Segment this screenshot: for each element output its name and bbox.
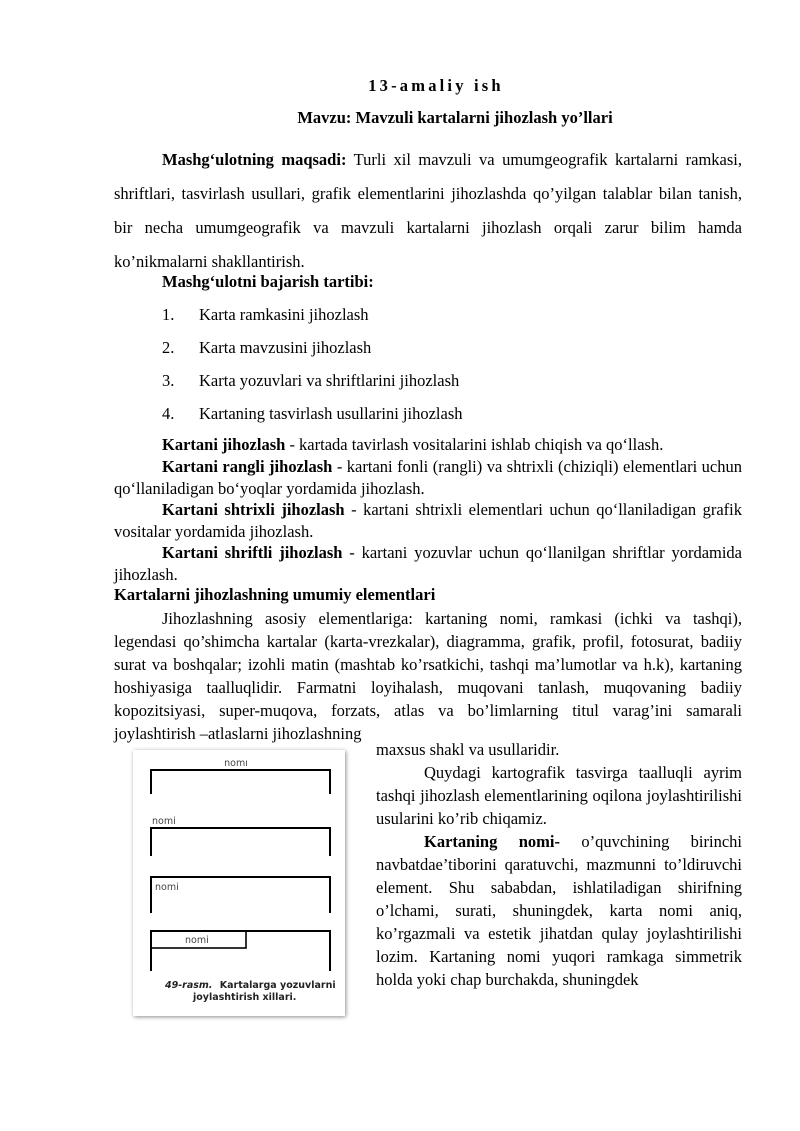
definition-paragraph [114,456,742,500]
paragraph-3-text: o’quvchining birinchi navbatdae’tiborini qaratuvchi, mazmunni to’ldiruvchi element. Shu sababdan, ishlatiladigan shirifning o’lchami, surati, shuningdek, karta nomi aniq, ko’rgazmali va estetik jihatdan qulay joylashtirilishi lozim. Kartaning nomi yuqori ramkaga simmetrik holda yoki chap burchakda, shuningdek [376,832,743,989]
definition-term: Kartani shriftli jihozlash [162,543,343,562]
list-item [162,404,462,424]
body-paragraph-3 [376,830,742,991]
list-item [162,305,369,325]
frame-2-label: nomi [152,816,176,827]
body-continuation: maxsus shakl va usullaridir. [376,740,560,759]
frame-1-label: nomı [224,758,248,769]
definition-paragraph [114,434,742,456]
page-title: 13-amaliy ish [368,76,504,95]
caption-text-2: joylashtirish xillari. [193,992,297,1003]
definition-text: - kartani shtrixli elementlari uchun qo‘llaniladigan grafik vositalar yordamida jihozlash. [114,500,743,541]
list-number: 3. [162,371,175,390]
frame-3-label: nomi [155,882,179,893]
body-paragraph: Jihozlashning asosiy elementlariga: kartaning nomi, ramkasi (ichki va tashqi), legendasi qo’shimcha kartalar (karta-vrezkalar), diagramma, grafik, profil, fotosurat, badiiy surat va boshqalar; izohli matin (mashtab ko’rsatkichi, tashqi ma’lumotlar va h.k), kartaning hoshiyasiga taalluqlidir. Farmatni loyihalash, muqovani tanlash, muqovaning badiiy kopozitsiyasi, super-muqova, forzats, atlas va bo’limlarning titul varag’ini samarali joylashtirish –atlaslarni jihozlashning [114,609,742,743]
definition-text: - kartada tavirlash vositalarini ishlab chiqish va qo‘llash. [285,435,664,454]
definition-paragraph [114,499,742,543]
list-text: Karta ramkasini jihozlash [199,305,369,324]
list-text: Karta yozuvlari va shriftlarini jihozlash [199,371,460,390]
frame-2 [151,828,330,856]
list-item [162,371,459,391]
definition-term: Kartani rangli jihozlash [162,457,333,476]
procedure-heading: Mashg‘ulotni bajarish tartibi: [162,272,374,291]
definition-text: - kartani yozuvlar uchun qo‘llanilgan shriftlar yordamida jihozlash. [114,543,743,584]
list-number: 1. [162,305,175,324]
list-text: Karta mavzusini jihozlash [199,338,372,357]
goal-label: Mashg‘ulotning maqsadi: [162,150,347,169]
list-item [162,338,371,358]
figure-diagram [133,750,345,1016]
topic-heading: Mavzu: Mavzuli kartalarni jihozlash yo’llari [297,108,613,127]
list-number: 4. [162,404,175,423]
caption-number: 49-rasm. [165,980,213,991]
section-heading: Kartalarni jihozlashning umumiy elementlari [114,585,436,604]
definition-term: Kartani jihozlash [162,435,286,454]
frame-4-label: nomi [185,935,209,946]
frame-4 [151,931,330,971]
caption-text-1: Kartalarga yozuvlarni [219,980,336,991]
definition-paragraph [114,542,742,586]
body-paragraph-2: Quydagi kartografik tasvirga taalluqli ayrim tashqi jihozlash elementlarining oqilona joylashtirilishi usularini ko’rib chiqamiz. [376,763,742,828]
list-text: Kartaning tasvirlash usullarini jihozlash [199,404,463,423]
term-kartaning-nomi: Kartaning nomi- [424,832,560,851]
goal-text: Turli xil mavzuli va umumgeografik kartalarni ramkasi, shriftlari, tasvirlash usullari, grafik elementlarini jihozlashda qo’yilgan talablar bilan tanish, bir necha umumgeografik va mavzuli kartalarni jihozlash orqali zarur bilim hamda ko’nikmalarni shakllantirish. [114,150,742,271]
definition-term: Kartani shtrixli jihozlash [162,500,345,519]
goal-paragraph [114,143,742,279]
frame-1 [151,770,330,794]
figure-49 [133,750,345,1016]
definition-text: - kartani fonli (rangli) va shtrixli (chiziqli) elementlari uchun qo‘llaniladigan bo‘yoqlar yordamida jihozlash. [114,457,743,498]
list-number: 2. [162,338,175,357]
figure-caption-line1 [164,980,336,991]
